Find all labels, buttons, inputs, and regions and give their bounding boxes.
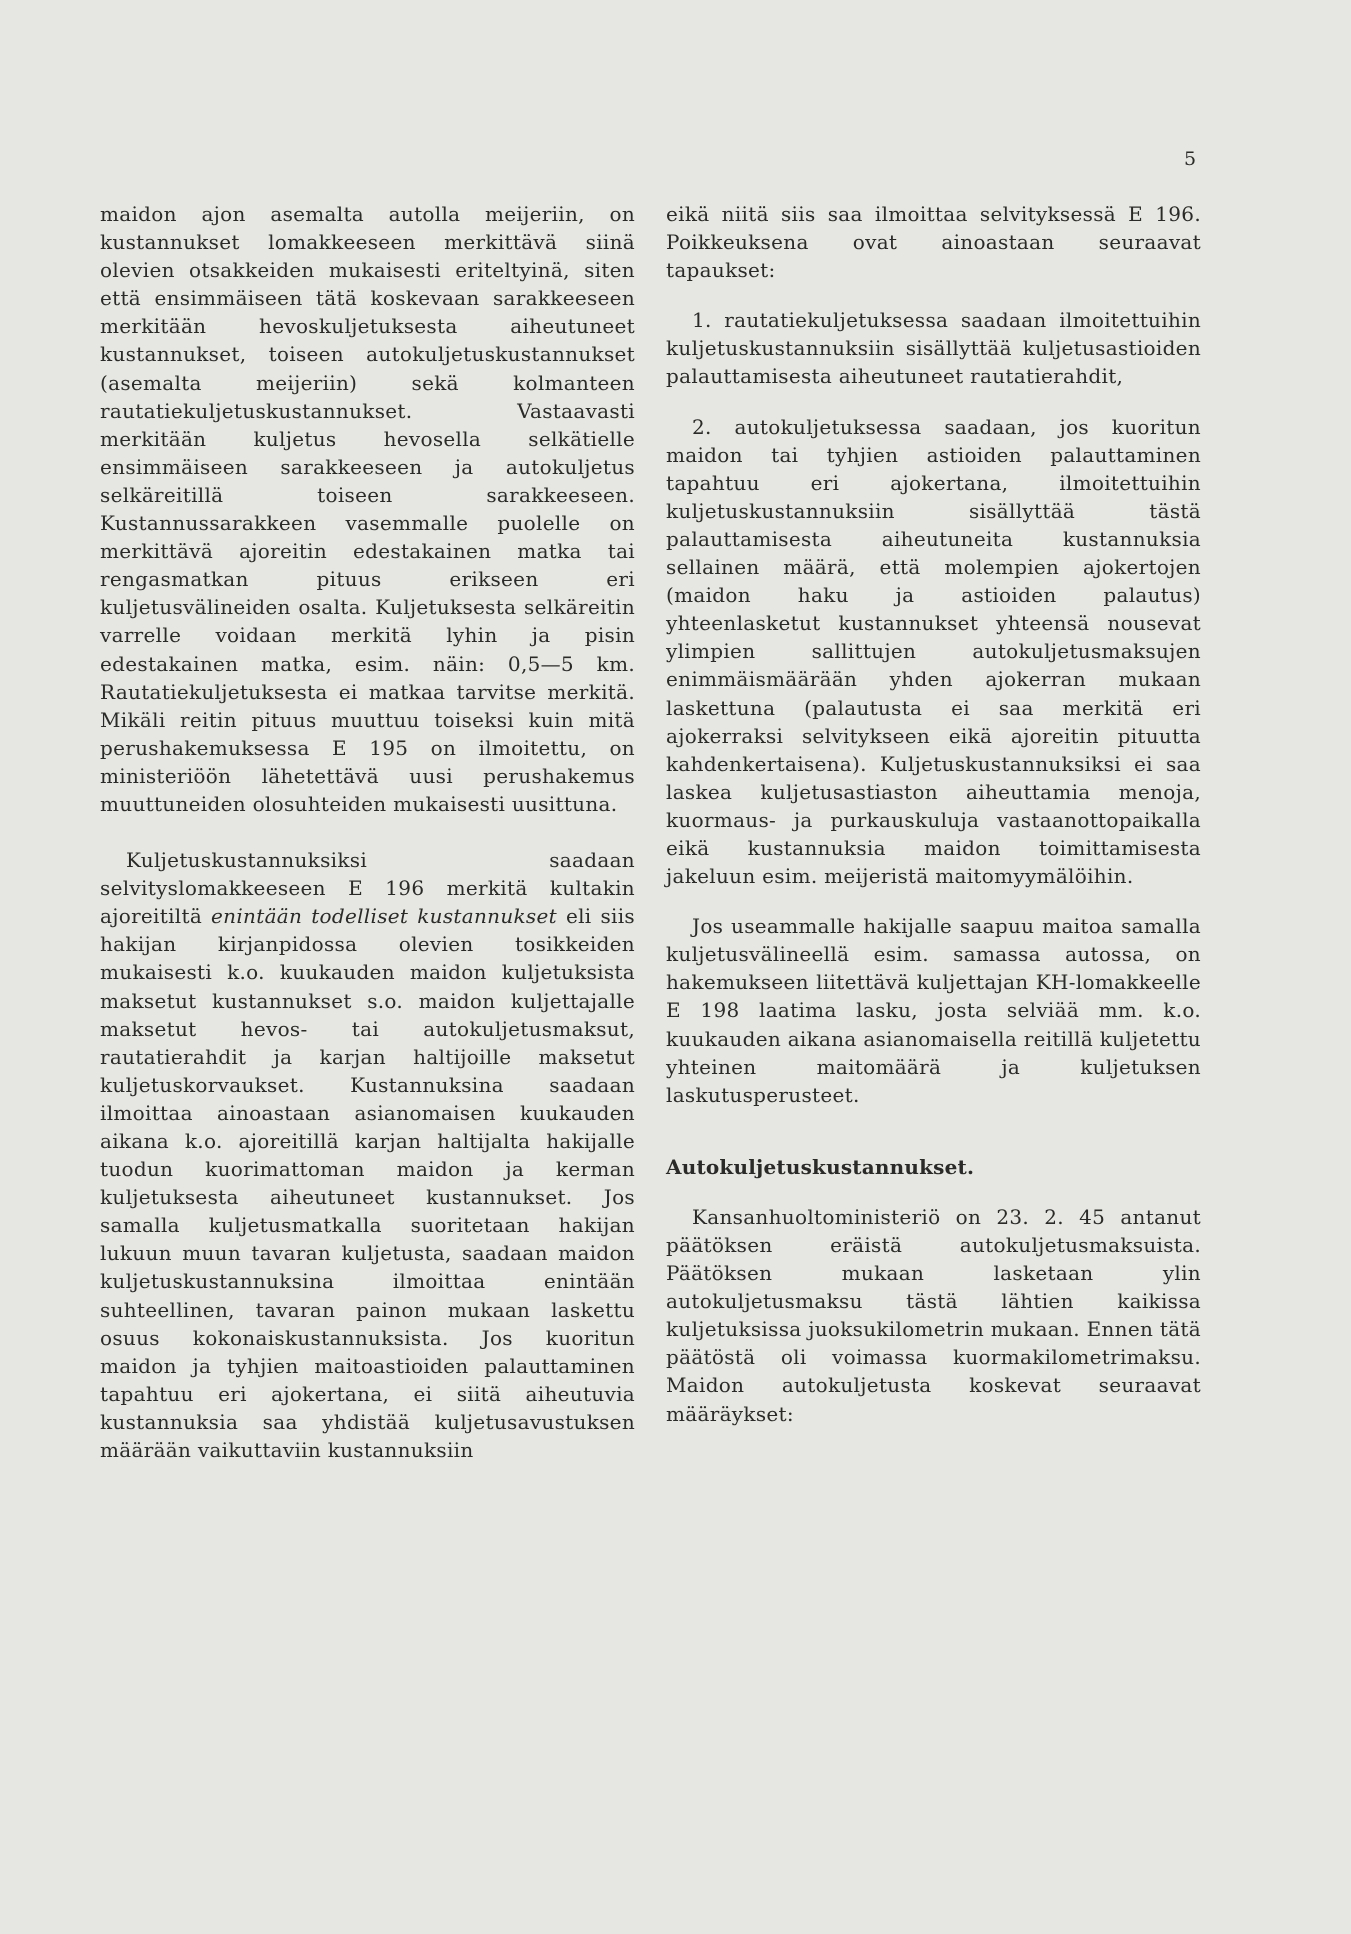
- right-paragraph-3: [666, 1203, 1201, 1428]
- page-number: 5: [1184, 148, 1197, 170]
- left-paragraph-1: maidon ajon asemalta autolla meijeriin, on kustannukset lomakkeeseen merkittävä siinä olevien otsakkeiden mukaisesti eriteltyinä, siten että ensimmäiseen tätä koskevaan sarakkeeseen merkitään hevoskuljetuksesta aiheutuneet kustannukset, toiseen autokuljetuskustannukset (asemalta meijeriin) sekä kolmanteen rautatiekuljetuskustannukset. Vastaavasti merkitään kuljetus hevosella selkätielle ensimmäiseen sarakkeeseen ja autokuljetus selkäreitillä toiseen sarakkeeseen. Kustannussarakkeen vasemmalle puolelle on merkittävä ajoreitin edestakainen matka tai rengasmatkan pituus erikseen eri kuljetusvälineiden osalta. Kuljetuksesta selkäreitin varrelle voidaan merkitä lyhin ja pisin edestakainen matka, esim. näin: 0,5—5 km. Rautatiekuljetuksesta ei matkaa tarvitse merkitä. Mikäli reitin pituus muuttuu toiseksi kuin mitä perushakemuksessa E 195 on ilmoitettu, on ministeriöön lähetettävä uusi perushakemus muuttuneiden olosuhteiden mukaisesti uusittuna.: [100, 202, 635, 816]
- right-column: [666, 200, 1201, 1428]
- left-paragraph-2-text-a: Kuljetuskustannuksiksi saadaan selvityslomakkeeseen E 196 merkitä kultakin ajoreitiltä: [100, 848, 635, 929]
- right-paragraph-1: eikä niitä siis saa ilmoittaa selvityksessä E 196. Poikkeuksena ovat ainoastaan seuraavat tapaukset:: [666, 202, 1201, 283]
- left-paragraph-2-text-b: eli siis hakijan kirjanpidossa olevien tosikkeiden mukaisesti k.o. kuukauden maidon kuljetuksista maksetut kustannukset s.o. maidon kuljettajalle maksetut hevos- tai autokuljetusmaksut, rautatierahdit ja karjan haltijoille maksetut kuljetuskorvaukset. Kustannuksina saadaan ilmoittaa ainoastaan asianomaisen kuukauden aikana k.o. ajoreitillä karjan haltijalta hakijalle tuodun kuorimattoman maidon ja kerman kuljetuksesta aiheutuneet kustannukset. Jos samalla kuljetusmatkalla suoritetaan hakijan lukuun muun tavaran kuljetusta, saadaan maidon kuljetuskustannuksina ilmoittaa enintään suhteellinen, tavaran painon mukaan laskettu osuus kokonaiskustannuksista. Jos kuoritun maidon ja tyhjien maitoastioiden palauttaminen tapahtuu eri ajokertana, ei siitä aiheutuvia kustannuksia saa yhdistää kuljetusavustuksen määrään vaikuttaviin kustannuksiin: [100, 904, 635, 1463]
- right-paragraph-2: [666, 912, 1201, 1109]
- exception-item-1: [666, 306, 1201, 390]
- right-paragraph-3-text: Kansanhuoltoministeriö on 23. 2. 45 antanut päätöksen eräistä autokuljetusmaksuista. Päätöksen mukaan lasketaan ylin autokuljetusmaksu tästä lähtien kaikissa kuljetuksissa juoksukilometrin mukaan. Ennen tätä päätöstä oli voimassa kuormakilometrimaksu. Maidon autokuljetusta koskevat seuraavat määräykset:: [666, 1204, 1201, 1426]
- right-paragraph-2-text: Jos useammalle hakijalle saapuu maitoa samalla kuljetusvälineellä esim. samassa autossa, on hakemukseen liitettävä kuljettajan KH-lomakkeelle E 198 laatima lasku, josta selviää mm. k.o. kuukauden aikana asianomaisella reitillä kuljetettu yhteinen maitomäärä ja kuljetuksen laskutusperusteet.: [666, 914, 1201, 1107]
- exception-item-2: [666, 413, 1201, 891]
- left-paragraph-2-emphasis: enintään todelliset kustannukset: [211, 904, 557, 929]
- exception-item-2-text: 2. autokuljetuksessa saadaan, jos kuoritun maidon tai tyhjien astioiden palauttaminen tapahtuu eri ajokertana, ilmoitettuihin kuljetuskustannuksiin sisällyttää tästä palauttamisesta aiheutuneita kustannuksia sellainen määrä, että molempien ajokertojen (maidon haku ja astioiden palautus) yhteenlasketut kustannukset yhteensä nousevat ylimpien sallittujen autokuljetusmaksujen enimmäismäärään yhden ajokerran mukaan laskettuna (palautusta ei saa merkitä eri ajokerraksi selvitykseen eikä ajoreitin pituutta kahdenkertaisena). Kuljetuskustannuksiksi ei saa laskea kuljetusastiaston aiheuttamia menoja, kuormaus- ja purkauskuluja vastaanottopaikalla eikä kustannuksia maidon toimittamisesta jakeluun esim. meijeristä maitomyymälöihin.: [666, 414, 1201, 889]
- section-heading: Autokuljetuskustannukset.: [666, 1154, 975, 1179]
- exception-item-1-text: 1. rautatiekuljetuksessa saadaan ilmoitettuihin kuljetuskustannuksiin sisällyttää kuljetusastioiden palauttamisesta aiheutuneet rautatierahdit,: [666, 308, 1201, 389]
- left-column: [100, 200, 635, 1464]
- left-paragraph-2: [100, 846, 635, 1464]
